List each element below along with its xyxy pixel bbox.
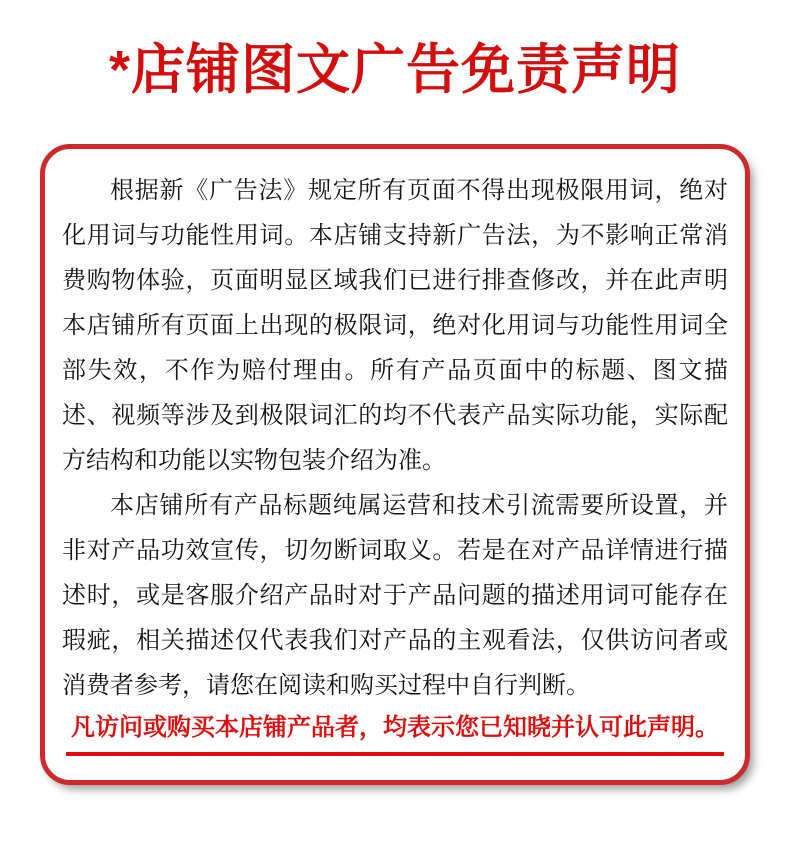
disclaimer-paragraph-2: 本店铺所有产品标题纯属运营和技术引流需要所设置，并非对产品功效宣传，切勿断词取义。若是在对产品详情进行描述时，或是客服介绍产品时对于产品问题的描述用词可能存在瑕疵，相关描述仅代表我们对产品的主观看法，仅供访问者或消费者参考，请您在阅读和购买过程中自行判断。 [62, 492, 728, 699]
disclaimer-paragraph-1: 根据新《广告法》规定所有页面不得出现极限用词，绝对化用词与功能性用词。本店铺支持新广告法，为不影响正常消费购物体验，页面明显区域我们已进行排查修改，并在此声明本店铺所有页面上出现的极限词，绝对化用词与功能性用词全部失效，不作为赔付理由。所有产品页面中的标题、图文描述、视频等涉及到极限词汇的均不代表产品实际功能，实际配方结构和功能以实物包装介绍为准。 [62, 177, 728, 474]
page-title: *店铺图文广告免责声明 [108, 40, 681, 100]
disclaimer-statement: 凡访问或购买本店铺产品者，均表示您已知晓并认可此声明。 [66, 711, 724, 756]
statement-row [62, 711, 728, 756]
disclaimer-panel [40, 144, 750, 785]
